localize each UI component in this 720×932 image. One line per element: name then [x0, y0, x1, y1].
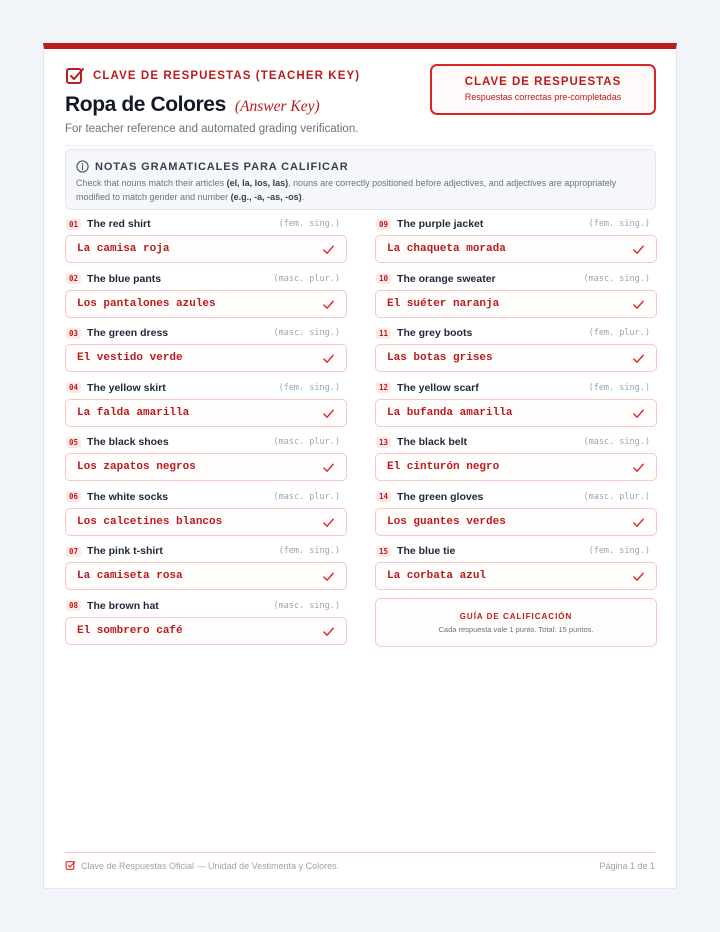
item-number: 11 — [376, 328, 391, 339]
item-number: 14 — [376, 491, 391, 502]
checkbox-icon — [65, 66, 85, 86]
item-grammar: (fem. sing.) — [588, 546, 650, 556]
checkmark-icon — [322, 516, 335, 529]
checkmark-icon — [322, 570, 335, 583]
item-answer: Los zapatos negros — [77, 461, 196, 473]
answer-field — [65, 453, 347, 481]
item-english: The blue pants — [87, 272, 162, 285]
checkbox-icon — [65, 860, 76, 871]
item-english: The brown hat — [87, 599, 159, 612]
item-answer: Los guantes verdes — [387, 515, 506, 528]
answer-item — [65, 381, 347, 427]
notes-bold-1: (el, la, los, las) — [226, 178, 289, 188]
item-grammar: (masc. plur.) — [273, 437, 340, 447]
notes-text-2: , nouns are correctly positioned before adjectives, and adjectives are appropriately modified to match gender and number — [76, 178, 617, 202]
notes-title: NOTAS GRAMATICALES PARA CALIFICAR — [95, 160, 349, 173]
answer-field — [65, 344, 347, 372]
item-english: The blue tie — [397, 545, 456, 557]
item-english: The red shirt — [87, 218, 151, 230]
item-grammar: (fem. sing.) — [588, 219, 650, 229]
checkmark-icon — [632, 407, 645, 420]
notes-body — [76, 176, 651, 204]
item-english: The purple jacket — [397, 218, 484, 230]
grammar-notes — [65, 149, 656, 210]
answer-field — [375, 399, 657, 427]
item-grammar: (masc. sing.) — [273, 328, 340, 338]
item-english: The black shoes — [87, 436, 169, 448]
notes-text-1: Check that nouns match their articles — [76, 178, 227, 188]
checkmark-icon — [632, 516, 645, 529]
item-answer: El sombrero café — [77, 624, 183, 637]
checkmark-icon — [632, 298, 645, 311]
item-number: 08 — [66, 600, 81, 611]
item-number: 09 — [376, 219, 391, 230]
answer-item — [65, 326, 347, 372]
info-icon — [76, 160, 89, 173]
stamp-subtitle: Respuestas correctas pre-completadas — [464, 92, 622, 102]
header-kicker — [65, 66, 360, 86]
item-english: The orange sweater — [397, 272, 496, 285]
answer-item — [375, 435, 657, 481]
answer-key-page — [43, 43, 677, 889]
item-number: 15 — [376, 546, 391, 557]
footer-left — [65, 860, 339, 871]
item-number: 02 — [66, 273, 81, 284]
item-answer: La bufanda amarilla — [387, 406, 513, 419]
checkmark-icon — [322, 625, 335, 638]
answer-field — [375, 508, 657, 536]
answer-item — [375, 217, 657, 263]
answer-item — [65, 490, 347, 536]
item-grammar: (fem. plur.) — [588, 328, 650, 338]
answer-field — [65, 399, 347, 427]
answer-field — [375, 453, 657, 481]
item-answer: Los calcetines blancos — [77, 515, 223, 528]
checkmark-icon — [632, 461, 645, 474]
checkmark-icon — [322, 243, 335, 256]
answer-field — [375, 290, 657, 318]
item-answer: La camisa roja — [77, 243, 170, 255]
item-answer: La falda amarilla — [77, 406, 190, 419]
item-grammar: (fem. sing.) — [278, 382, 340, 393]
answer-field — [65, 617, 347, 645]
item-answer: Los pantalones azules — [77, 297, 216, 310]
item-number: 06 — [66, 491, 81, 502]
guide-text: Cada respuesta vale 1 punto. Total: 15 puntos. — [438, 625, 594, 634]
item-number: 10 — [376, 273, 391, 284]
item-answer: Las botas grises — [387, 352, 493, 364]
answer-item — [375, 326, 657, 372]
checkmark-icon — [322, 461, 335, 474]
item-number: 12 — [376, 382, 391, 393]
item-number: 07 — [66, 546, 81, 557]
item-grammar: (masc. plur.) — [273, 273, 340, 284]
checkmark-icon — [632, 243, 645, 256]
grading-guide — [375, 598, 657, 647]
notes-text-3: . — [301, 192, 305, 202]
answer-item — [375, 272, 657, 318]
page-title: Ropa de Colores — [65, 93, 226, 116]
item-grammar: (fem. sing.) — [588, 382, 650, 393]
item-number: 13 — [376, 437, 391, 448]
stamp-title: CLAVE DE RESPUESTAS — [464, 76, 622, 88]
answer-item — [65, 272, 347, 318]
item-answer: La camiseta rosa — [77, 570, 183, 582]
answer-item — [375, 490, 657, 536]
answer-item — [65, 435, 347, 481]
checkmark-icon — [322, 352, 335, 365]
notes-bold-2: (e.g., -a, -as, -os) — [230, 192, 302, 202]
checkmark-icon — [322, 298, 335, 311]
guide-title: GUÍA DE CALIFICACIÓN — [459, 612, 573, 621]
answer-field — [375, 344, 657, 372]
item-english: The black belt — [397, 436, 468, 448]
page-number: Página 1 de 1 — [599, 861, 655, 871]
item-answer: El suéter naranja — [387, 297, 500, 310]
item-number: 05 — [66, 437, 81, 448]
checkmark-icon — [322, 407, 335, 420]
kicker-text: CLAVE DE RESPUESTAS (TEACHER KEY) — [93, 70, 361, 82]
answer-field — [375, 562, 657, 590]
answer-field — [65, 290, 347, 318]
checkmark-icon — [632, 352, 645, 365]
item-grammar: (masc. sing.) — [273, 600, 340, 611]
item-english: The yellow scarf — [397, 381, 479, 394]
footer-text: Clave de Respuestas Oficial — Unidad de Vestimenta y Colores. — [81, 860, 340, 871]
answer-item — [65, 599, 347, 645]
item-grammar: (masc. plur.) — [273, 491, 340, 502]
footer-divider — [65, 852, 655, 853]
answer-item — [375, 544, 657, 590]
page-description: For teacher reference and automated grading verification. — [65, 123, 359, 135]
item-english: The yellow skirt — [87, 381, 166, 394]
item-grammar: (masc. plur.) — [583, 491, 650, 502]
item-answer: La corbata azul — [387, 570, 487, 582]
notes-header — [76, 160, 349, 173]
item-answer: La chaqueta morada — [387, 243, 506, 255]
answer-item — [375, 381, 657, 427]
item-grammar: (fem. sing.) — [278, 546, 340, 556]
item-grammar: (fem. sing.) — [278, 219, 340, 229]
answer-item — [65, 544, 347, 590]
answer-key-stamp — [430, 64, 656, 115]
item-english: The white socks — [87, 490, 169, 503]
item-grammar: (masc. sing.) — [583, 437, 650, 447]
answer-field — [65, 508, 347, 536]
answer-field — [65, 562, 347, 590]
item-grammar: (masc. sing.) — [583, 273, 650, 284]
item-english: The green dress — [87, 327, 169, 339]
title-row — [65, 93, 320, 117]
item-number: 01 — [66, 219, 81, 230]
item-english: The green gloves — [397, 490, 484, 503]
item-english: The pink t-shirt — [87, 545, 163, 557]
header-divider — [65, 145, 655, 146]
item-answer: El vestido verde — [77, 352, 183, 364]
answer-field — [65, 235, 347, 263]
item-number: 03 — [66, 328, 81, 339]
title-note: (Answer Key) — [234, 98, 320, 115]
answer-item — [65, 217, 347, 263]
checkmark-icon — [632, 570, 645, 583]
item-english: The grey boots — [397, 327, 473, 339]
item-answer: El cinturón negro — [387, 461, 500, 473]
answer-field — [375, 235, 657, 263]
item-number: 04 — [66, 382, 81, 393]
